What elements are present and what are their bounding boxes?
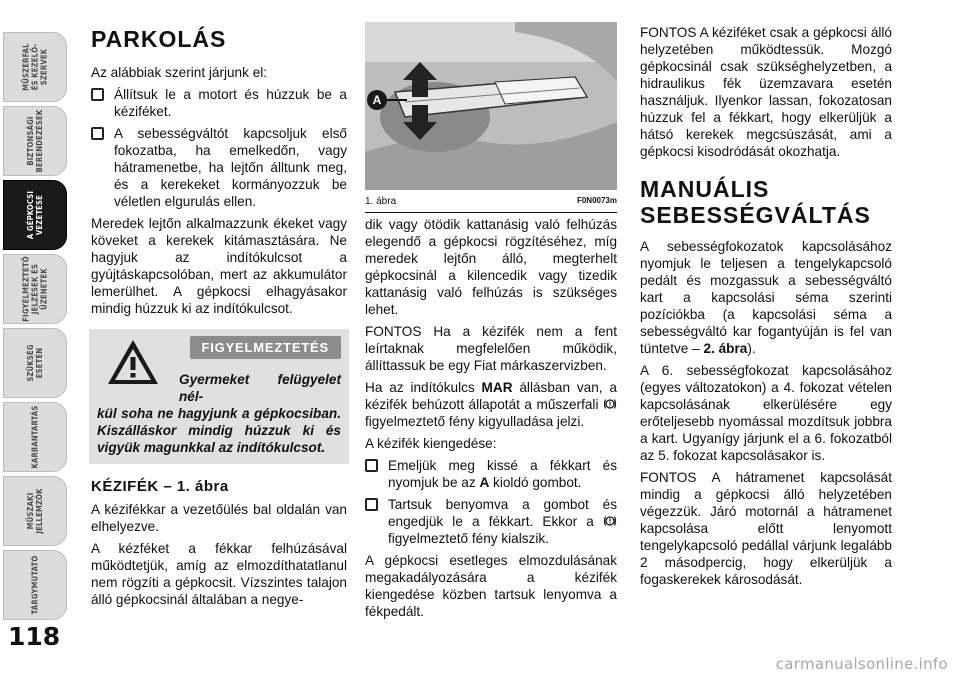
- paragraph: A kézifék kiengedése:: [365, 436, 497, 451]
- checkbox-bullet-icon: [91, 88, 104, 101]
- tab-instruments[interactable]: [3, 32, 67, 102]
- page-number: 118: [8, 622, 61, 651]
- warning-box: [89, 329, 349, 464]
- list-item: [91, 125, 347, 210]
- paragraph: FONTOS Ha a kézifék nem a fent leírtaknak megfelelően működik, állíttassuk be egy Fiat márkaszervizben.: [365, 324, 617, 373]
- text-run: Ha az indítókulcs: [365, 380, 482, 395]
- section-heading: MANUÁLIS SEBESSÉGVÁLTÁS: [640, 176, 871, 228]
- text-run: kioldó gombot.: [489, 475, 582, 490]
- paragraph: A gépkocsi esetleges elmozdulásának megakadályozására a kézifék kiengedése közben tartsuk lenyomva a fékpedált.: [365, 553, 617, 619]
- tab-specs[interactable]: [3, 476, 67, 546]
- key-position-mar: MAR: [481, 380, 513, 395]
- column-2: [365, 216, 617, 625]
- checkbox-bullet-icon: [365, 459, 378, 472]
- text-run: Emeljük meg kissé a fékkart és nyomjuk be az: [388, 458, 617, 490]
- intro-text: Az alábbiak szerint járjunk el:: [91, 65, 268, 80]
- paragraph: FONTOS A hátramenet kapcsolását mindig a gépkocsi álló helyzetében végezzük. Járó motornál a hátramenet kapcsolása előtt lenyomott tengelykapcsoló pedállal várjunk legalább 2 másodpercig, hogy elkerüljük a fogaskerekek károsodását.: [640, 470, 892, 587]
- tab-label: SZÜKSÉG ESETÉN: [26, 344, 44, 382]
- brake-warning-lamp-icon: [603, 398, 617, 410]
- handbrake-photo: [365, 22, 617, 190]
- checkbox-bullet-icon: [365, 498, 378, 511]
- tab-warnings[interactable]: [3, 254, 67, 324]
- paragraph: A kézféket a fékkar felhúzásával működtetjük, amíg az elmozdíthatatlanul nem rögzíti a gépkocsit. Vízszintes talajon álló gépkocsinál általában a negye-: [91, 541, 347, 607]
- warning-label: FIGYELMEZTETÉS: [190, 336, 341, 359]
- column-1: [91, 26, 347, 613]
- figure-caption: 1. ábra: [365, 196, 397, 207]
- release-button-ref: A: [479, 475, 490, 490]
- handbrake-illustration: [365, 22, 617, 190]
- figure-reference: 2. ábra: [703, 341, 748, 356]
- warning-text-rest: kül soha ne hagyjunk a gépkocsiban. Kiszálláskor mindig húzzuk ki és vigyük magunkkal az indítókulcsot.: [97, 406, 341, 455]
- tab-label: FIGYELMEZTETŐ JELZÉSEK ÉS ÜZENETEK: [21, 256, 49, 322]
- figure-divider: [365, 212, 617, 213]
- list-item-text: [388, 496, 617, 547]
- text-run: Tartsuk benyomva a gombot és engedjük le a fékkart. Ekkor a: [388, 497, 617, 529]
- section-heading: KÉZIFÉK – 1. ábra: [91, 478, 229, 495]
- tab-label: TÁRGYMUTATÓ: [30, 555, 40, 615]
- warning-text-line: Gyermeket felügyelet nél-: [179, 372, 341, 404]
- list-item: [365, 457, 617, 491]
- tab-label: BIZTONSÁGI BERENDEZÉSEK: [26, 109, 44, 173]
- figure-1: [365, 22, 617, 212]
- tab-index[interactable]: [3, 550, 67, 620]
- tab-maintenance[interactable]: [3, 402, 67, 472]
- page-title: PARKOLÁS: [91, 26, 227, 52]
- tab-label: A GÉPKOCSI VEZETÉSE: [26, 190, 44, 240]
- tab-label: KARBANTARTÁS: [30, 405, 40, 469]
- brake-warning-lamp-icon: [603, 515, 617, 527]
- list-item-text: Állítsuk le a motort és húzzuk be a kéziféket.: [114, 87, 347, 119]
- paragraph: dik vagy ötödik kattanásig való felhúzás elegendő a gépkocsi rögzítéséhez, míg meredek lejtőn álló, megterhelt gépkocsinál a kilencedik vagy tizedik kattanásig való felhúzás is szükséges lehet.: [365, 217, 617, 317]
- tab-label: MŰSZERFAL ÉS KEZELŐ- SZERVEK: [21, 43, 49, 91]
- list-item: [91, 86, 347, 120]
- text-run: ).: [747, 341, 756, 356]
- list-item-text: A sebességváltót kapcsoljuk első fokozatba, ha emelkedőn, vagy hátramenetbe, ha lejtőn álltunk meg, és a kerekeket kormányozzuk be véletlen elgurulás ellen.: [114, 126, 347, 209]
- figure-marker-a: A: [372, 93, 382, 107]
- text-run: állásban van, a kézifék behúzott állapotát a műszerfali: [365, 380, 617, 412]
- tab-label: MŰSZAKI JELLEMZŐK: [26, 488, 44, 534]
- tab-emergency[interactable]: [3, 328, 67, 398]
- paragraph: A 6. sebességfokozat kapcsolásához (egyes változatokon) a 4. fokozat vételen kapcsolásának elkerülésére egy erőteljesebb nyomással mozdítsuk jobbra a kart. Ugyanígy járjunk el a 6. fokozatból az 5. fokozat kapcsolásakor is.: [640, 363, 892, 463]
- paragraph: FONTOS A kéziféket csak a gépkocsi álló helyzetében működtessük. Mozgó gépkocsinál csak szükséghelyzetben, a hidraulikus fék üzemzavara esetén használjuk. Ilyenkor lassan, fokozatosan húzzuk fel a fékkart, hogy elkerüljük a hátsó kerekek megcsúszását, ami a gépkocsi kisodródását okozhatja.: [640, 25, 892, 159]
- column-3: [640, 24, 892, 593]
- list-item-text: [388, 457, 617, 491]
- figure-code: F0N0073m: [576, 196, 617, 205]
- paragraph: Meredek lejtőn alkalmazzunk ékeket vagy köveket a kerekek kitámasztására. Ne hagyjuk az indítókulcsot a gyújtáskapcsolóban, mert az akkumulátor lemerülhet. A gépkocsi elhagyásakor mindig húzzuk ki az indítókulcsot.: [91, 216, 347, 316]
- paragraph: [365, 379, 617, 430]
- text-run: figyelmeztető fény kialszik.: [388, 531, 549, 546]
- warning-triangle-icon: [105, 337, 161, 387]
- paragraph: [640, 238, 892, 357]
- watermark: carmanualsonline.info: [775, 655, 948, 673]
- text-run: figyelmeztető fény kigyulladása jelzi.: [365, 414, 585, 429]
- list-item: [365, 496, 617, 547]
- text-run: A sebességfokozatok kapcsolásához nyomjuk le teljesen a tengelykapcsoló pedált és mozgassuk a sebességváltó kart a kapcsolási séma szerinti pozíciókba (a kapcsolási séma a sebességváltó kar fogantyúján is fel van tüntetve –: [640, 239, 892, 356]
- tab-driving[interactable]: [3, 180, 67, 250]
- paragraph: A kézifékkar a vezetőülés bal oldalán van elhelyezve.: [91, 502, 347, 534]
- checkbox-bullet-icon: [91, 127, 104, 140]
- tab-safety[interactable]: [3, 106, 67, 176]
